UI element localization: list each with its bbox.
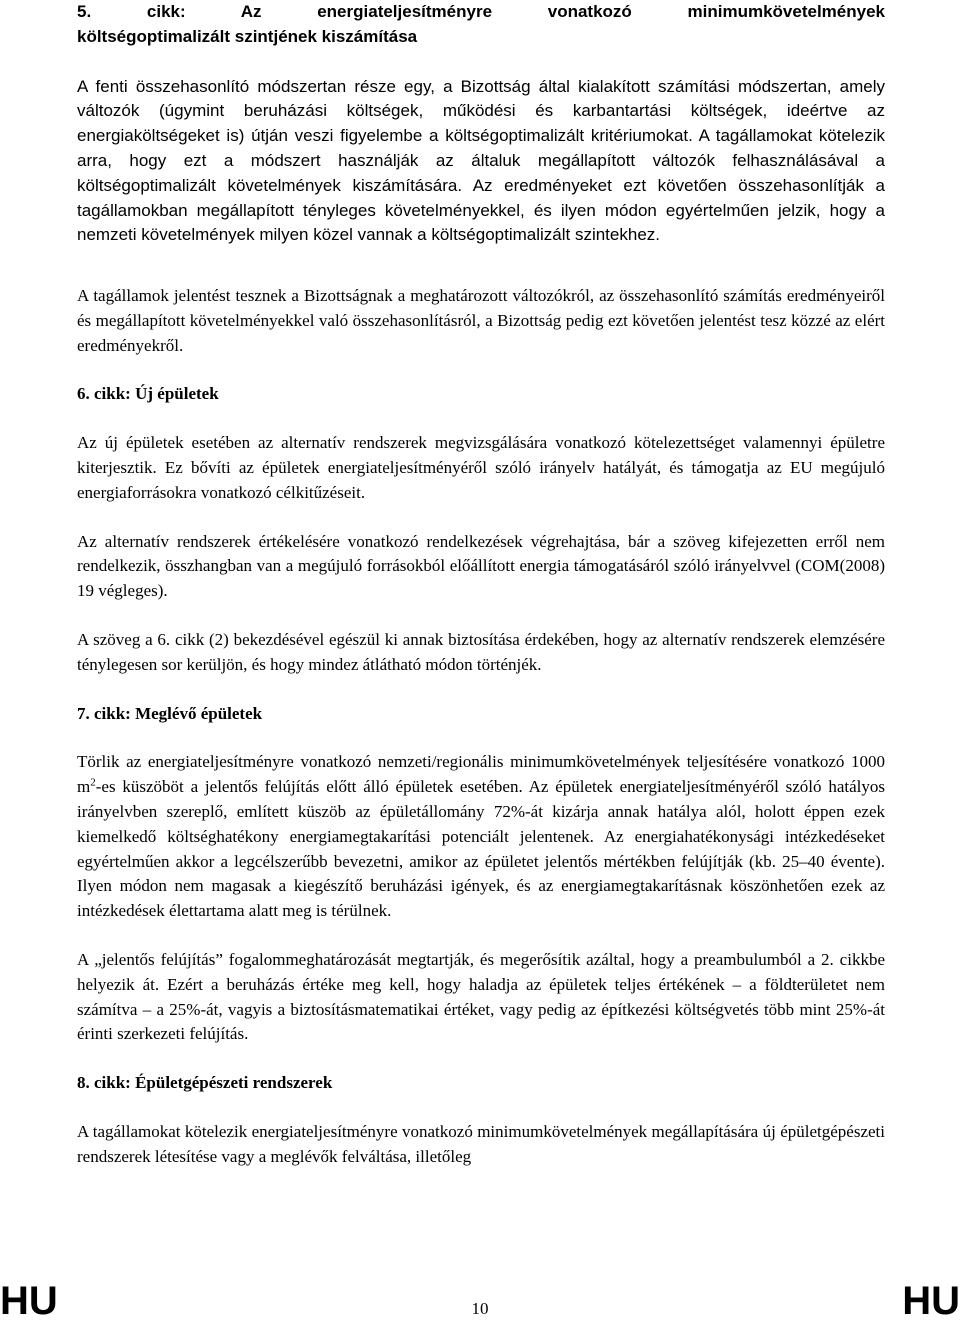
- section-7-p1-superscript: 2: [90, 776, 96, 789]
- main-text: [77, 284, 885, 1170]
- section-7-p1-part1: Törlik az energiateljesítményre vonatkozó nemzeti/regionális minimumkövetelmények teljesítésére vonatkozó 1000 m: [77, 752, 885, 797]
- section-5-heading: [77, 0, 885, 25]
- section-7-heading: 7. cikk: Meglévő épületek: [77, 703, 263, 723]
- page-number: 10: [471, 1299, 489, 1318]
- footer-language-right: HU: [902, 1279, 960, 1323]
- section-6-paragraph-2: Az alternatív rendszerek értékelésére vonatkozó rendelkezések végrehajtása, bár a szöveg kifejezetten erről nem rendelkezik, összhangban van a megújuló forrásokból előállított energia támogatásáról szóló irányelvvel (COM(2008) 19 végleges).: [77, 531, 885, 601]
- section-8-paragraph-1: A tagállamokat kötelezik energiateljesítményre vonatkozó minimumkövetelmények megállapítására új épületgépészeti rendszerek létesítése vagy a meglévők felváltása, illetőleg: [77, 1121, 885, 1166]
- section-5-heading-line1: 5. cikk: Az energiateljesítményre vonatkozó minimumkövetelmények: [77, 2, 885, 21]
- section-5-paragraph-2: A tagállamok jelentést tesznek a Bizottságnak a meghatározott változókról, az összehasonlító számítás eredményeiről és megállapított követelményekkel való összehasonlításról, a Bizottság pedig ezt követően jelentést tesz közzé az elért eredményekről.: [77, 286, 885, 355]
- footer-language-left: HU: [0, 1279, 58, 1323]
- section-5: [77, 0, 885, 248]
- section-5-paragraph-1: A fenti összehasonlító módszertan része egy, a Bizottság által kialakított számítási módszertan, amely változók (úgymint beruházási költségek, működési és karbantartási költségek, ideértve az energiaköltségeket is) útján veszi figyelembe a költségoptimalizált kritériumokat. A tagállamokat kötelezik arra, hogy ezt a módszert használják az általuk megállapított változók felhasználásával a költségoptimalizált követelmények kiszámítására. Az eredményeket ezt követően összehasonlítják a tagállamokban megállapított tényleges követelményekkel, és ilyen módon egyértelműen jelzik, hogy a nemzeti követelmények milyen közel vannak a költségoptimalizált szintekhez.: [77, 76, 885, 245]
- section-5-heading-line2: költségoptimalizált szintjének kiszámítása: [77, 26, 418, 46]
- section-7-paragraph-2: A „jelentős felújítás” fogalommeghatározását megtartják, és megerősítik azáltal, hogy a preambulumból a 2. cikkbe helyezik át. Ezért a beruházás értéke meg kell, hogy haladja az épületek teljes értékének – a földterületet nem számítva – a 25%-át, vagyis a biztosításmatematikai értéket, vagy pedig az építkezési költségvetés több mint 25%-át érinti szerkezeti felújítás.: [77, 949, 885, 1044]
- section-6-paragraph-1: Az új épületek esetében az alternatív rendszerek megvizsgálására vonatkozó kötelezettséget valamennyi épületre kiterjesztik. Ez bővíti az épületek energiateljesítményéről szóló irányelv hatályát, és támogatja az EU megújuló energiaforrásokra vonatkozó célkitűzéseit.: [77, 433, 885, 502]
- section-7-paragraph-1: [77, 750, 885, 924]
- section-6-heading: 6. cikk: Új épületek: [77, 384, 219, 404]
- section-8-heading: 8. cikk: Épületgépészeti rendszerek: [77, 1073, 333, 1093]
- section-7-p1-part2: -es küszöböt a jelentős felújítás előtt álló épületek esetében. Az épületek energiateljesítményéről szóló hatályos irányelvben szereplő, említett küszöb az épületállomány 72%-át kizárja annak hatálya alól, holott éppen ezek kiemelkedő költséghatékony energiamegtakarítási potenciált jelentenek. Az energiahatékonysági intézkedéseket egyértelműen akkor a legcélszerűbb bevezetni, amikor az épületet jelentős mértékben felújítják (kb. 25–40 évente). Ilyen módon nem magasak a kiegészítő beruházási igények, és az energiamegtakarításnak köszönhetően ezek az intézkedések élettartama alatt meg is térülnek.: [77, 777, 885, 921]
- section-6-paragraph-3: A szöveg a 6. cikk (2) bekezdésével egészül ki annak biztosítása érdekében, hogy az alternatív rendszerek elemzésére ténylegesen sor kerüljön, és hogy mindez átlátható módon történjék.: [77, 629, 885, 674]
